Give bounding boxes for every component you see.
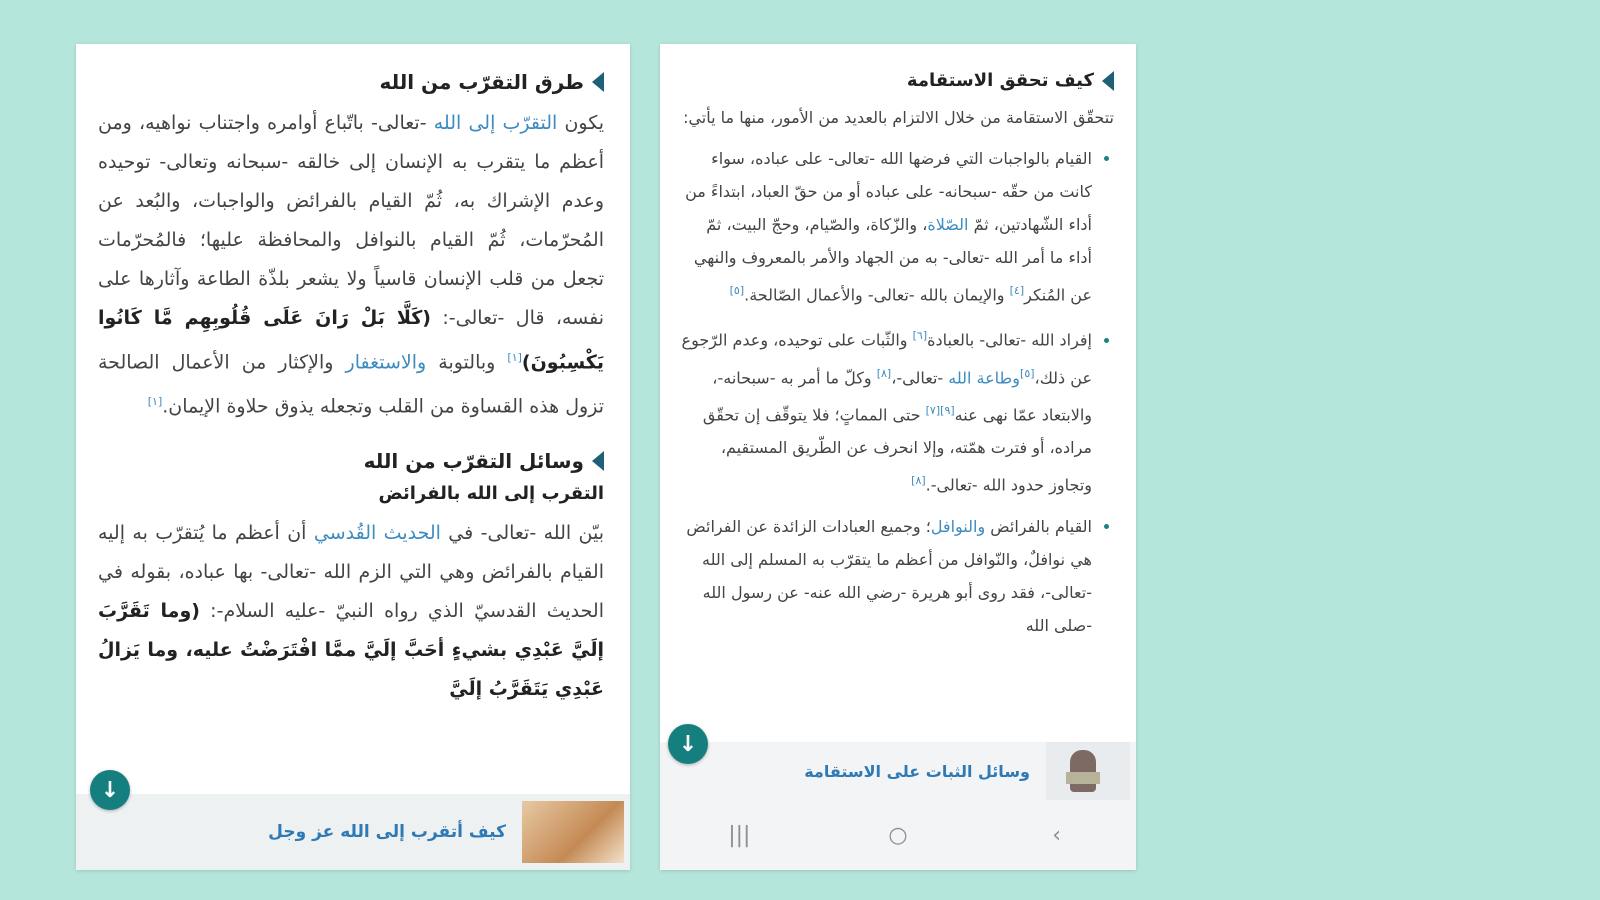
list-item (678, 319, 1092, 501)
section-title: كيف تحقق الاستقامة (906, 70, 1094, 91)
article-panel-right (660, 44, 1136, 870)
section-heading (98, 449, 604, 473)
list-item (678, 142, 1092, 311)
reference-link[interactable]: [٨] (876, 366, 892, 380)
android-nav-bar (660, 800, 1136, 870)
intro-paragraph: تتحقّق الاستقامة من خلال الالتزام بالعديد من الأمور، منها ما يأتي: (683, 108, 1114, 127)
text: وبالتوبة (426, 351, 508, 374)
text: والثّبات على توحيده، وعدم الرّجوع عن ذلك، (681, 330, 1092, 387)
reference-link[interactable]: [٦] (912, 329, 928, 343)
related-article-card[interactable] (76, 794, 630, 870)
section-heading (678, 70, 1114, 91)
home-icon[interactable]: ○ (888, 822, 908, 848)
back-icon[interactable]: ‹ (1052, 822, 1062, 848)
scroll-down-icon[interactable]: ↓ (90, 770, 130, 810)
reference-link[interactable]: [٨] (911, 474, 926, 488)
text: -تعالى- باتّباع أوامره واجتناب نواهيه، ومن أعظم ما يتقرب به الإنسان إلى خالقه -سبحانه وتعالى- توحيده وعدم الإشراك به، ثُمّ القيام بالفرائض والواجبات، والبُعد عن المُحرّمات، ثُمّ القيام بالنوافل والمحافظة عليها؛ فالمُحرّمات تجعل من قلب الإنسان قاسياً ولا يشعر بلذّة الطاعة وآثارها على نفسه، قال -تعالى-: (98, 112, 604, 329)
bullet-list (678, 142, 1114, 642)
reference-link[interactable]: [٥] (729, 284, 745, 297)
recent-apps-icon[interactable]: ||| (728, 822, 751, 848)
text: ، والزّكاة، والصّيام، وحجّ البيت، ثمّ أداء ما أمر الله -تعالى- به من الجهاد والأمر بالمعروف والنهي عن المُنكر (693, 215, 1092, 305)
link-nawafil[interactable]: والنوافل (930, 516, 986, 536)
reference-link[interactable]: [١] (507, 351, 522, 364)
quran-quote: (كَلَّا بَلْ رَانَ عَلَى قُلُوبِهِم مَّا كَانُوا يَكْسِبُونَ) (98, 307, 604, 374)
article-thumbnail (522, 801, 624, 863)
related-article-card[interactable] (660, 742, 1136, 800)
section-title: وسائل التقرّب من الله (363, 448, 584, 473)
link-taqarrub[interactable]: التقرّب إلى الله (433, 112, 558, 134)
section-title: طرق التقرّب من الله (379, 70, 584, 94)
related-article-title[interactable]: كيف أتقرب إلى الله عز وجل (268, 822, 506, 842)
article-content-left[interactable] (76, 44, 630, 794)
article-panel-left (76, 44, 630, 870)
link-hadith-qudsi[interactable]: الحديث القُدسي (313, 521, 441, 544)
article-content-right[interactable] (660, 44, 1136, 742)
reference-link[interactable]: [٤] (1009, 284, 1025, 297)
text: بيّن الله -تعالى- في (440, 521, 605, 544)
text: ؛ وجميع العبادات الزائدة عن الفرائض هي نوافلٌ، والنّوافل من أعظم ما يتقرّب به المسلم إلى الله -تعالى-، فقد روى أبو هريرة -رضي الله عنه- عن رسول الله -صلى الله (686, 516, 1092, 635)
reference-link[interactable]: [٩][٧] (925, 403, 955, 417)
subsection-title: التقرب إلى الله بالفرائض (378, 482, 604, 504)
text: يكون (557, 112, 605, 134)
text: -تعالى-، (891, 367, 949, 387)
triangle-marker-icon (592, 451, 604, 471)
text: وكلّ ما أمر به -سبحانه-، والابتعاد عمّا نهى عنه (712, 367, 1092, 425)
text: القيام بالواجبات التي فرضها الله -تعالى- على عباده، سواء كانت من حقّه -سبحانه- على عباده أو من حقّ العباد، ابتداءً من أداء الشّهادتين، ثمّ (685, 149, 1092, 234)
triangle-marker-icon (1102, 71, 1114, 91)
link-istighfar[interactable]: والاستغفار (345, 351, 427, 374)
triangle-marker-icon (592, 72, 604, 92)
reference-link[interactable]: [١] (147, 395, 163, 409)
section-heading (98, 70, 604, 94)
text: والإيمان بالله -تعالى- والأعمال الصّالحة. (744, 285, 1010, 305)
paragraph (98, 104, 604, 427)
article-thumbnail (1046, 742, 1130, 800)
link-taat-allah[interactable]: وطاعة الله (948, 367, 1021, 387)
list-item (678, 510, 1092, 642)
text: القيام بالفرائض (985, 516, 1092, 536)
hadith-quote: (وما تَقَرَّبَ إلَيَّ عَبْدِي بشيءٍ أحَبَّ إلَيَّ ممَّا افْتَرَضْتُ عليه، وما يَزالُ عَبْدِي يَتَقَرَّبُ إلَيَّ (98, 599, 604, 700)
link-salat[interactable]: الصّلاة (927, 215, 969, 234)
text: أن أعظم ما يُتقرّب به إليه القيام بالفرائض وهي التي الزم الله -تعالى- بها عباده، بقوله في الحديث القدسيّ الذي رواه النبيّ -عليه السلام-: (98, 521, 604, 622)
text: حتى المماتٍ؛ فلا يتوقّف إن تحقّق مراده، أو فترت همّته، وإلا انحرف عن الطّريق المستقيم، وتجاوز حدود الله -تعالى-. (702, 405, 1092, 495)
text: إفراد الله -تعالى- بالعبادة (927, 330, 1092, 350)
related-article-title[interactable]: وسائل الثبات على الاستقامة (804, 761, 1030, 781)
scroll-down-icon[interactable]: ↓ (668, 724, 708, 764)
reference-link[interactable]: [٥] (1020, 366, 1035, 380)
text: والإكثار من الأعمال الصالحة تزول هذه القساوة من القلب وتجعله يذوق حلاوة الإيمان. (98, 351, 604, 418)
paragraph (98, 514, 604, 709)
